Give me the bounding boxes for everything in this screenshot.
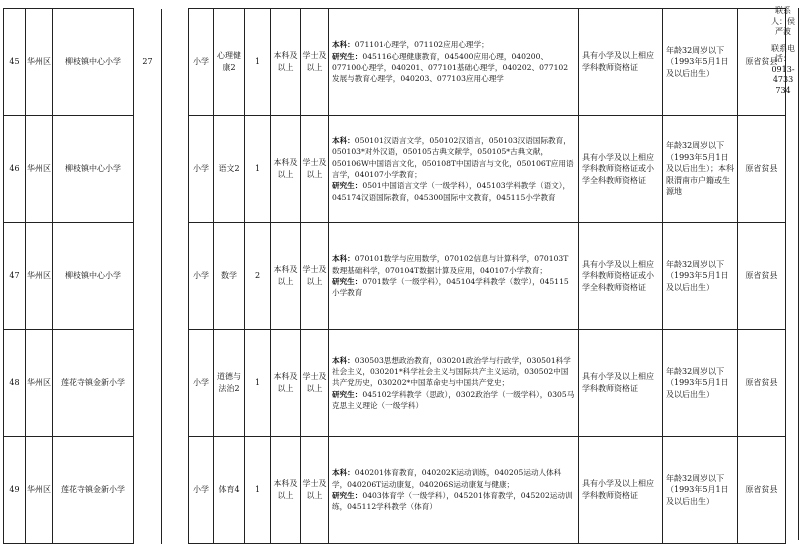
school-cell: 柳枝镇中心小学: [53, 223, 134, 330]
residence-cell: 原省贫县: [738, 437, 786, 544]
master-majors: 0701数学（一级学科），045104学科教学（数学），045115小学教育: [332, 277, 569, 298]
contact-phone-number: 0913-4733734: [771, 64, 795, 95]
segment-cell: 小学: [189, 330, 214, 437]
master-label: 研究生：: [332, 51, 363, 61]
total-count-cell: 27: [134, 9, 162, 116]
qualification-cell: 具有小学及以上相应学科教师资格证: [579, 437, 663, 544]
degree-cell: 学士及以上: [301, 330, 329, 437]
bachelor-label: 本科：: [332, 40, 355, 50]
segment-cell: 小学: [189, 223, 214, 330]
spacer-cell: [162, 437, 189, 544]
master-label: 研究生：: [332, 389, 363, 399]
contact-person: 联系人：侯严波: [771, 6, 795, 37]
subject-cell: 道德与法治2: [214, 330, 245, 437]
degree-cell: 学士及以上: [301, 116, 329, 223]
recruitment-table: [3, 8, 786, 544]
age-requirement-cell: 年龄32周岁以下（1993年5月1日及以后出生）: [663, 223, 738, 330]
school-cell: 莲花寺镇金新小学: [53, 330, 134, 437]
bachelor-majors: 040201体育教育，040202K运动训练，040205运动人体科学，040206T运动康复，040206S运动康复与健康；: [332, 468, 562, 489]
segment-cell: 小学: [189, 437, 214, 544]
bachelor-label: 本科：: [332, 135, 355, 145]
table-row: [4, 330, 786, 437]
district-cell: 华州区: [26, 116, 53, 223]
age-requirement-cell: 年龄32周岁以下（1993年5月1日及以后出生）: [663, 330, 738, 437]
table-row: [4, 116, 786, 223]
row-number-cell: 48: [4, 330, 26, 437]
subject-cell: 心理健康2: [214, 9, 245, 116]
total-count-cell: [134, 223, 162, 330]
contact-phone-label: 联系电话：: [771, 43, 795, 64]
spacer-cell: [162, 9, 189, 116]
education-cell: 本科及以上: [271, 330, 301, 437]
master-label: 研究生：: [332, 277, 363, 286]
table-row: [4, 9, 786, 116]
bachelor-label: 本科：: [332, 254, 355, 264]
subject-cell: 体育4: [214, 437, 245, 544]
contact-info: [771, 6, 795, 96]
plan-count-cell: 1: [245, 116, 271, 223]
degree-cell: 学士及以上: [301, 9, 329, 116]
school-cell: 柳枝镇中心小学: [53, 116, 134, 223]
qualification-cell: 具有小学及以上相应学科教师资格证: [579, 9, 663, 116]
residence-cell: 原省贫县: [738, 116, 786, 223]
education-cell: 本科及以上: [271, 223, 301, 330]
plan-count-cell: 1: [245, 9, 271, 116]
major-requirements-cell: [329, 9, 579, 116]
master-majors: 0403体育学（一级学科），045201体育教学，045202运动训练，045112学科教学（体育）: [332, 491, 573, 512]
age-requirement-cell: 年龄32周岁以下（1993年5月1日及以后出生）；本科限渭南市户籍或生源地: [663, 116, 738, 223]
plan-count-cell: 1: [245, 330, 271, 437]
segment-cell: 小学: [189, 116, 214, 223]
spacer-cell: [162, 330, 189, 437]
residence-cell: 原省贫县: [738, 330, 786, 437]
right-border-line: [798, 8, 799, 540]
major-requirements-cell: [329, 330, 579, 437]
plan-count-cell: 1: [245, 437, 271, 544]
master-majors: 045116心理健康教育，045400应用心理，040200、077100心理学，040201、077101基础心理学，040202、077102发展与教育心理学，040203、077103应用心理学: [332, 51, 569, 84]
district-cell: 华州区: [26, 223, 53, 330]
spacer-cell: [162, 223, 189, 330]
bachelor-label: 本科：: [332, 468, 355, 478]
age-requirement-cell: 年龄32周岁以下（1993年5月1日及以后出生）: [663, 437, 738, 544]
row-number-cell: 47: [4, 223, 26, 330]
age-requirement-cell: 年龄32周岁以下（1993年5月1日及以后出生）: [663, 9, 738, 116]
master-majors: 045102学科教学（思政），0302政治学（一级学科），0305马克思主义理论（一级学科）: [332, 389, 575, 411]
table-row: [4, 223, 786, 330]
row-number-cell: 45: [4, 9, 26, 116]
bachelor-majors: 050101汉语言文学，050102汉语言，050103汉语国际教育，050103*对外汉语，050105古典文献学，050105*古典文献，050106W中国语言文化，050108T中国语言与文化，050106T应用语言学，040107小学教育；: [332, 135, 574, 179]
district-cell: 华州区: [26, 9, 53, 116]
row-number-cell: 49: [4, 437, 26, 544]
bachelor-label: 本科：: [332, 355, 355, 365]
residence-cell: 原省贫县: [738, 9, 786, 116]
degree-cell: 学士及以上: [301, 437, 329, 544]
table-row: [4, 437, 786, 544]
district-cell: 华州区: [26, 437, 53, 544]
subject-cell: 语文2: [214, 116, 245, 223]
qualification-cell: 具有小学及以上相应学科教师资格证或小学全科教师资格证: [579, 223, 663, 330]
qualification-cell: 具有小学及以上相应学科教师资格证或小学全科教师资格证: [579, 116, 663, 223]
school-cell: 莲花寺镇金新小学: [53, 437, 134, 544]
major-requirements-cell: [329, 223, 579, 330]
bachelor-majors: 071101心理学，071102应用心理学；: [354, 40, 489, 50]
education-cell: 本科及以上: [271, 9, 301, 116]
district-cell: 华州区: [26, 330, 53, 437]
education-cell: 本科及以上: [271, 437, 301, 544]
total-count-cell: [134, 116, 162, 223]
total-count-cell: [134, 437, 162, 544]
education-cell: 本科及以上: [271, 116, 301, 223]
residence-cell: 原省贫县: [738, 223, 786, 330]
plan-count-cell: 2: [245, 223, 271, 330]
bachelor-majors: 030503思想政治教育，030201政治学与行政学，030501科学社会主义，030201*科学社会主义与国际共产主义运动，030502中国共产党历史，030202*中国革命史与中国共产党史；: [332, 355, 571, 388]
school-cell: 柳枝镇中心小学: [53, 9, 134, 116]
row-number-cell: 46: [4, 116, 26, 223]
bachelor-majors: 070101数学与应用数学，070102信息与计算科学，070103T数理基础科学，070104T数据计算及应用，040107小学教育；: [332, 254, 569, 275]
degree-cell: 学士及以上: [301, 223, 329, 330]
segment-cell: 小学: [189, 9, 214, 116]
major-requirements-cell: [329, 116, 579, 223]
total-count-cell: [134, 330, 162, 437]
subject-cell: 数学: [214, 223, 245, 330]
master-label: 研究生：: [332, 491, 363, 500]
major-requirements-cell: [329, 437, 579, 544]
master-label: 研究生：: [332, 181, 363, 191]
spacer-cell: [162, 116, 189, 223]
qualification-cell: 具有小学及以上相应学科教师资格证: [579, 330, 663, 437]
master-majors: 0501中国语言文学（一级学科），045103学科教学（语文），045174汉语国际教育，045300国际中文教育，045115小学教育: [332, 181, 571, 202]
